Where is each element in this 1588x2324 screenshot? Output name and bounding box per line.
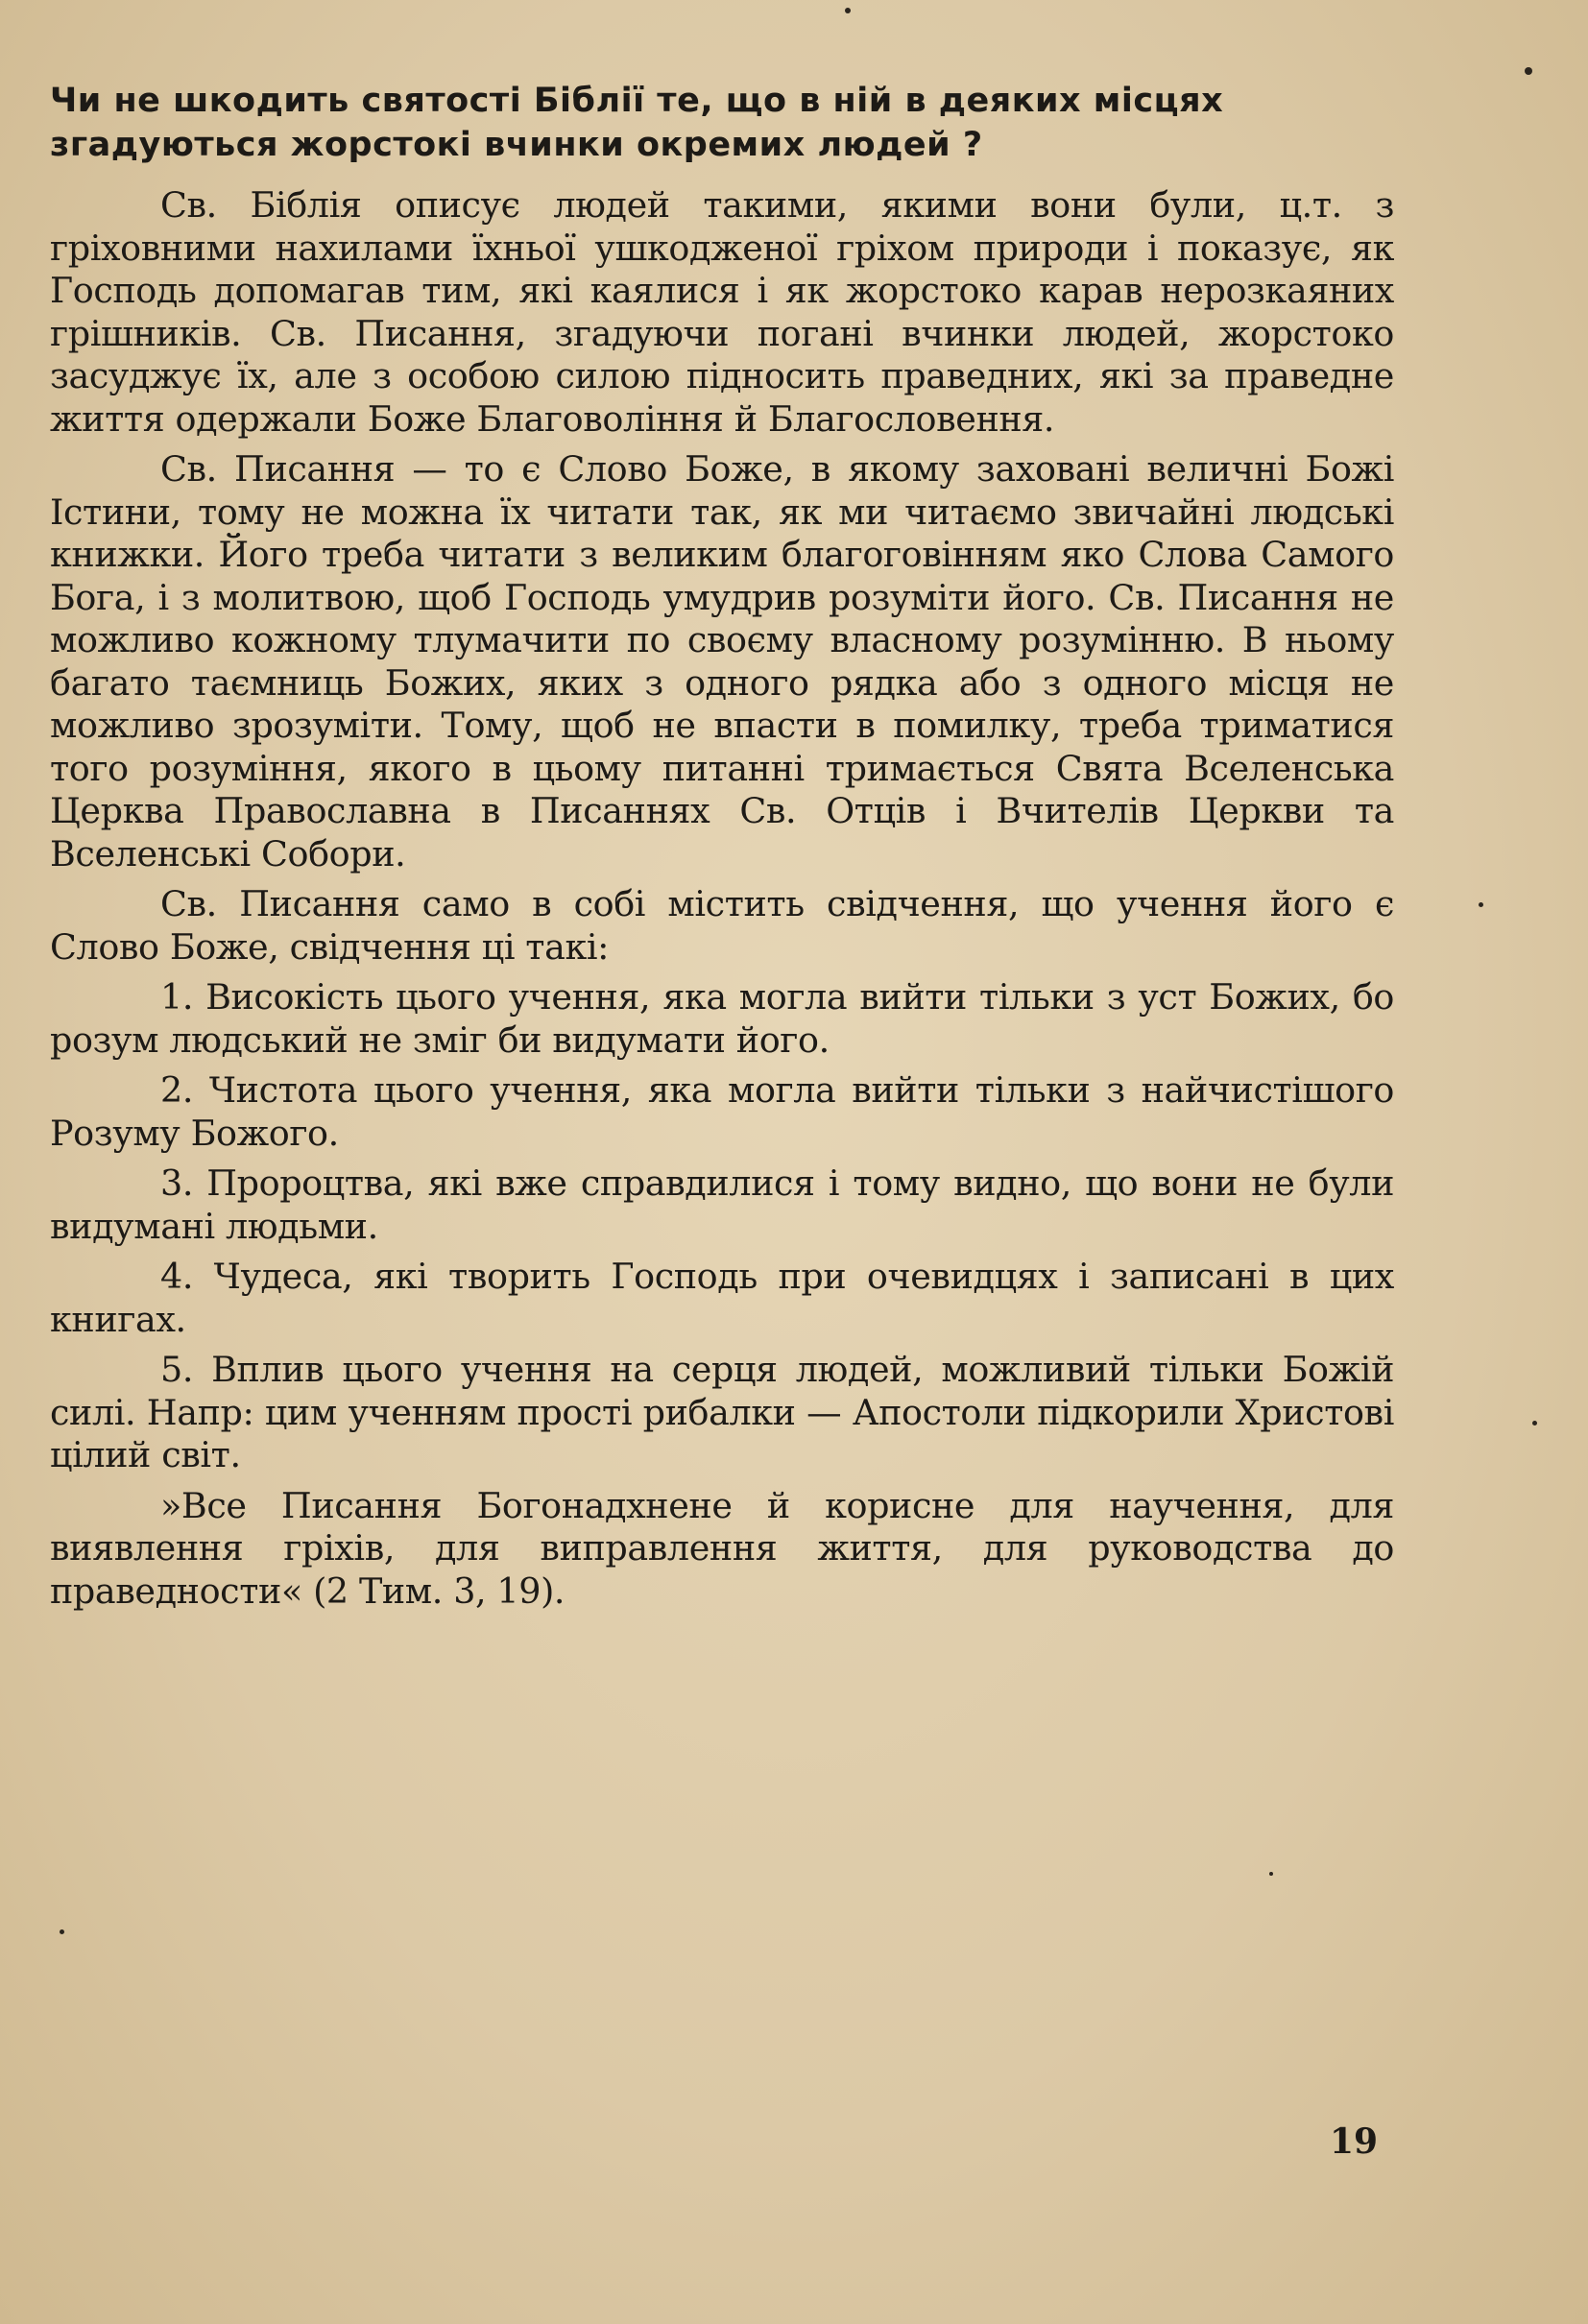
paragraph-word-of-god: Св. Писання — то є Слово Боже, в якому заховані величні Божі Істини, тому не можна їх читати так, як ми читаємо звичайні людські книжки. Його треба читати з великим благоговінням яко Слова Самого Бога, і з молитвою, щоб Господь умудрив розуміти його. Св. Писання не можливо кожному тлумачити по своєму власному розумінню. В ньому багато таємниць Божих, яких з одного рядка або з одного місця не можливо зрозуміти. Тому, щоб не впасти в помилку, треба триматися того розуміння, якого в цьому питанні тримається Свята Вселенська Церква Православна в Писаннях Св. Отців і Вчителів Церкви та Вселенські Собори. [50,448,1394,874]
paper-speck [1269,1872,1273,1876]
paper-speck [845,8,851,13]
list-item-2: 2. Чистота цього учення, яка могла вийти тільки з найчистішого Розуму Божого. [50,1069,1394,1154]
page-content [50,79,1394,1620]
paragraph-bible-describes-people: Св. Біблія описує людей такими, якими вони були, ц.т. з гріховними нахилами їхньої ушкодженої гріхом природи і показує, як Господь допомагав тим, які каялися і як жорстоко карав нерозкаяних грішників. Св. Писання, згадуючи погані вчинки людей, жорстоко засуджує їх, але з особою силою підносить праведних, які за праведне життя одержали Боже Благовоління й Благословення. [50,184,1394,440]
paper-speck [1532,1421,1537,1426]
paragraph-testimonies-intro: Св. Писання само в собі містить свідчення, що учення його є Слово Боже, свідчення ці такі: [50,883,1394,968]
paper-speck [1479,902,1483,907]
paper-speck [1525,67,1532,75]
list-item-4: 4. Чудеса, які творить Господь при очевидцях і записані в цих книгах. [50,1256,1394,1340]
question-heading: Чи не шкодить святості Біблії те, що в ній в деяких місцях згадуються жорстокі вчинки окремих людей ? [50,82,1224,164]
list-item-3: 3. Пророцтва, які вже справдилися і тому видно, що вони не були видумані людьми. [50,1162,1394,1247]
list-item-1: 1. Високість цього учення, яка могла вийти тільки з уст Божих, бо розум людський не зміг би видумати його. [50,976,1394,1061]
paper-speck [60,1929,64,1934]
scripture-quote: »Все Писання Богонадхнене й корисне для научення, для виявлення гріхів, для виправлення життя, для руководства до праведности« (2 Тим. 3, 19). [50,1484,1394,1612]
list-item-5: 5. Вплив цього учення на серця людей, можливий тільки Божій силі. Напр: цим ученням прості рибалки — Апостоли підкорили Христові цілий світ. [50,1349,1394,1475]
page-number: 19 [1330,2121,1379,2162]
